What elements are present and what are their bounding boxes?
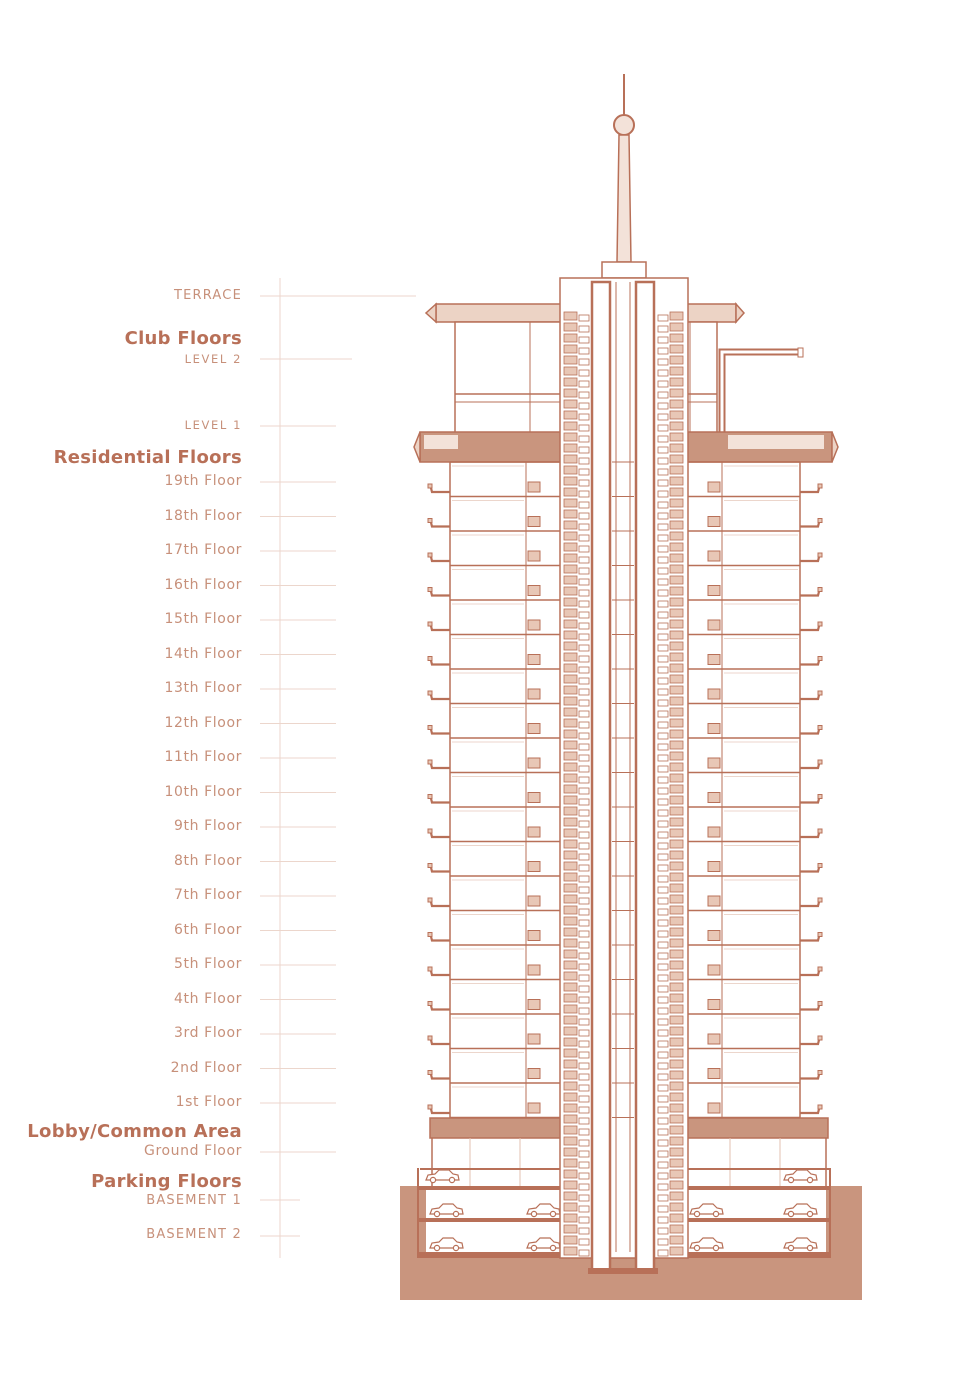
- stair-step: [564, 1115, 577, 1123]
- window-unit: [708, 793, 720, 803]
- window-unit: [708, 551, 720, 561]
- balcony-right: [800, 622, 820, 630]
- stair-step: [564, 609, 577, 617]
- stair-step: [564, 686, 577, 694]
- club-level-1-label: LEVEL 1: [184, 418, 242, 432]
- stair-step: [564, 1137, 577, 1145]
- stair-step: [564, 1148, 577, 1156]
- stair-step: [670, 1214, 683, 1222]
- balcony-right: [800, 484, 820, 492]
- stair-step: [670, 1115, 683, 1123]
- stair-step: [564, 730, 577, 738]
- window-unit: [708, 827, 720, 837]
- stair-step: [564, 499, 577, 507]
- stair-step: [564, 1016, 577, 1024]
- stair-step: [564, 906, 577, 914]
- balcony-left: [430, 691, 450, 699]
- stair-step: [670, 543, 683, 551]
- window-unit: [528, 724, 540, 734]
- stair-step: [670, 873, 683, 881]
- balcony-left: [430, 553, 450, 561]
- stair-step: [564, 1181, 577, 1189]
- stair-step: [670, 675, 683, 683]
- stair-step: [564, 455, 577, 463]
- balcony-left: [430, 657, 450, 665]
- stair-step: [564, 400, 577, 408]
- basement-2-label: BASEMENT 2: [146, 1227, 242, 1242]
- stair-step: [564, 565, 577, 573]
- stair-step: [670, 378, 683, 386]
- stair-step: [564, 345, 577, 353]
- window-unit: [708, 965, 720, 975]
- stair-step: [564, 1170, 577, 1178]
- window-unit: [528, 931, 540, 941]
- stair-step: [670, 664, 683, 672]
- floor-label-17: 17th Floor: [164, 542, 242, 558]
- stair-step: [670, 1104, 683, 1112]
- stair-step: [670, 1027, 683, 1035]
- stair-step: [670, 334, 683, 342]
- stair-step: [670, 1071, 683, 1079]
- stair-step: [670, 510, 683, 518]
- stair-step: [564, 796, 577, 804]
- floor-label-4: 4th Floor: [174, 991, 242, 1007]
- window-unit: [528, 620, 540, 630]
- stair-step: [670, 576, 683, 584]
- stair-step: [564, 1082, 577, 1090]
- basement-1-label: BASEMENT 1: [146, 1193, 242, 1208]
- floor-label-15: 15th Floor: [164, 611, 242, 627]
- window-unit: [708, 896, 720, 906]
- window-unit: [708, 1103, 720, 1113]
- lift-shaft-right: [636, 282, 654, 1272]
- terrace-label: TERRACE: [173, 288, 242, 303]
- balcony-right: [800, 726, 820, 734]
- stair-step: [670, 686, 683, 694]
- balcony-left: [430, 588, 450, 596]
- stair-step: [564, 1005, 577, 1013]
- stair-step: [670, 994, 683, 1002]
- stair-step: [564, 917, 577, 925]
- stair-step: [564, 1236, 577, 1244]
- stair-step: [670, 422, 683, 430]
- stair-step: [564, 422, 577, 430]
- stair-step: [670, 862, 683, 870]
- stair-step: [670, 312, 683, 320]
- balcony-right: [800, 1105, 820, 1113]
- stair-step: [564, 466, 577, 474]
- stair-step: [670, 609, 683, 617]
- window-unit: [708, 1034, 720, 1044]
- stair-step: [564, 950, 577, 958]
- stair-step: [670, 708, 683, 716]
- stair-step: [564, 631, 577, 639]
- stair-step: [564, 741, 577, 749]
- stair-step: [670, 1192, 683, 1200]
- window-unit: [528, 827, 540, 837]
- stair-step: [564, 1192, 577, 1200]
- stair-step: [670, 1225, 683, 1233]
- stair-step: [670, 1082, 683, 1090]
- balcony-right: [800, 864, 820, 872]
- stair-step: [564, 356, 577, 364]
- stair-step: [670, 521, 683, 529]
- stair-step: [670, 455, 683, 463]
- stair-step: [670, 400, 683, 408]
- stair-step: [564, 334, 577, 342]
- floor-label-8: 8th Floor: [174, 853, 242, 869]
- stair-step: [670, 532, 683, 540]
- central-core: [560, 278, 688, 1274]
- floor-label-19: 19th Floor: [164, 473, 242, 489]
- window-unit: [528, 655, 540, 665]
- balcony-left: [430, 1002, 450, 1010]
- leader-lines: [260, 296, 416, 1236]
- stair-step: [564, 323, 577, 331]
- balcony-left: [430, 795, 450, 803]
- stair-step: [564, 1126, 577, 1134]
- stair-step: [564, 664, 577, 672]
- window-unit: [528, 586, 540, 596]
- stair-step: [670, 697, 683, 705]
- balcony-left: [430, 519, 450, 527]
- stair-step: [670, 1170, 683, 1178]
- stair-step: [670, 598, 683, 606]
- stair-step: [670, 587, 683, 595]
- stair-step: [670, 389, 683, 397]
- balcony-right: [800, 829, 820, 837]
- window-unit: [708, 931, 720, 941]
- stair-step: [564, 983, 577, 991]
- window-unit: [708, 482, 720, 492]
- stair-step: [564, 675, 577, 683]
- stair-step: [564, 697, 577, 705]
- stair-step: [564, 532, 577, 540]
- balcony-left: [430, 864, 450, 872]
- stair-step: [670, 1093, 683, 1101]
- stair-step: [670, 884, 683, 892]
- window-unit: [528, 551, 540, 561]
- stair-step: [670, 950, 683, 958]
- window-unit: [708, 586, 720, 596]
- window-unit: [528, 758, 540, 768]
- stair-step: [670, 1148, 683, 1156]
- stair-step: [670, 1016, 683, 1024]
- stair-step: [670, 653, 683, 661]
- stair-step: [564, 653, 577, 661]
- window-unit: [708, 724, 720, 734]
- floor-label-3: 3rd Floor: [174, 1025, 242, 1041]
- stair-step: [564, 367, 577, 375]
- stair-step: [670, 620, 683, 628]
- stair-step: [670, 752, 683, 760]
- window-unit: [708, 1000, 720, 1010]
- stair-step: [670, 1247, 683, 1255]
- window-unit: [528, 482, 540, 492]
- floor-label-1: 1st Floor: [175, 1094, 242, 1110]
- balcony-right: [800, 657, 820, 665]
- balcony-left: [430, 622, 450, 630]
- balcony-left: [430, 829, 450, 837]
- stair-step: [670, 763, 683, 771]
- stair-step: [564, 873, 577, 881]
- stair-step: [670, 1038, 683, 1046]
- floor-label-12: 12th Floor: [164, 715, 242, 731]
- floor-label-6: 6th Floor: [174, 922, 242, 938]
- stair-step: [670, 1159, 683, 1167]
- stair-step: [670, 554, 683, 562]
- floor-label-2: 2nd Floor: [170, 1060, 242, 1076]
- floor-label-5: 5th Floor: [174, 956, 242, 972]
- window-unit: [528, 862, 540, 872]
- stair-step: [670, 1060, 683, 1068]
- balcony-right: [800, 519, 820, 527]
- spire: [602, 74, 646, 278]
- window-unit: [528, 1069, 540, 1079]
- stair-step: [564, 1093, 577, 1101]
- floor-label-7: 7th Floor: [174, 887, 242, 903]
- stair-step: [670, 961, 683, 969]
- stair-step: [670, 1236, 683, 1244]
- stair-step: [564, 433, 577, 441]
- stair-step: [564, 444, 577, 452]
- stair-step: [670, 719, 683, 727]
- stair-step: [670, 1181, 683, 1189]
- stair-step: [564, 851, 577, 859]
- ground-floor-label: Ground Floor: [144, 1143, 242, 1159]
- balcony-right: [800, 898, 820, 906]
- balcony-left: [430, 933, 450, 941]
- window-unit: [528, 1034, 540, 1044]
- stair-step: [564, 1071, 577, 1079]
- stair-step: [564, 928, 577, 936]
- balcony-left: [430, 898, 450, 906]
- balcony-right: [800, 691, 820, 699]
- window-unit: [708, 689, 720, 699]
- balcony-left: [430, 1071, 450, 1079]
- stair-step: [564, 521, 577, 529]
- stair-step: [564, 587, 577, 595]
- stair-step: [670, 917, 683, 925]
- stair-step: [564, 642, 577, 650]
- floor-label-10: 10th Floor: [164, 784, 242, 800]
- window-unit: [708, 862, 720, 872]
- stair-step: [564, 554, 577, 562]
- balcony-right: [800, 1036, 820, 1044]
- stair-step: [670, 642, 683, 650]
- stair-step: [564, 389, 577, 397]
- stair-step: [670, 1203, 683, 1211]
- stair-step: [564, 1214, 577, 1222]
- stair-step: [670, 796, 683, 804]
- stair-step: [564, 939, 577, 947]
- window-unit: [528, 689, 540, 699]
- stair-step: [670, 1126, 683, 1134]
- window-unit: [528, 517, 540, 527]
- stair-step: [564, 1159, 577, 1167]
- stair-step: [564, 774, 577, 782]
- lift-shaft-left: [592, 282, 610, 1272]
- window-unit: [528, 896, 540, 906]
- window-unit: [528, 1000, 540, 1010]
- balcony-left: [430, 1036, 450, 1044]
- balcony-right: [800, 967, 820, 975]
- stair-step: [564, 1104, 577, 1112]
- floor-label-13: 13th Floor: [164, 680, 242, 696]
- window-unit: [708, 655, 720, 665]
- balcony-right: [800, 1002, 820, 1010]
- floor-label-16: 16th Floor: [164, 577, 242, 593]
- stair-step: [564, 763, 577, 771]
- stair-step: [670, 906, 683, 914]
- stair-step: [670, 785, 683, 793]
- stair-step: [564, 488, 577, 496]
- balcony-right: [800, 760, 820, 768]
- stair-step: [670, 356, 683, 364]
- stair-step: [670, 433, 683, 441]
- window-unit: [528, 965, 540, 975]
- stair-step: [564, 312, 577, 320]
- stair-step: [564, 598, 577, 606]
- window-unit: [708, 620, 720, 630]
- stair-step: [564, 576, 577, 584]
- balcony-left: [430, 967, 450, 975]
- balcony-right: [800, 795, 820, 803]
- balcony-left: [430, 760, 450, 768]
- stair-step: [564, 862, 577, 870]
- stair-step: [670, 972, 683, 980]
- stair-step: [670, 840, 683, 848]
- stair-step: [670, 741, 683, 749]
- stair-step: [564, 1225, 577, 1233]
- stair-step: [564, 829, 577, 837]
- stair-step: [670, 730, 683, 738]
- window-unit: [528, 793, 540, 803]
- floor-label-14: 14th Floor: [164, 646, 242, 662]
- stair-step: [670, 1049, 683, 1057]
- stair-step: [670, 928, 683, 936]
- floor-label-11: 11th Floor: [164, 749, 242, 765]
- stair-step: [564, 961, 577, 969]
- stair-step: [670, 983, 683, 991]
- window-unit: [708, 1069, 720, 1079]
- stair-step: [670, 367, 683, 375]
- stair-step: [670, 631, 683, 639]
- stair-step: [564, 378, 577, 386]
- stair-step: [670, 829, 683, 837]
- stair-step: [670, 565, 683, 573]
- stair-step: [564, 994, 577, 1002]
- stair-step: [670, 499, 683, 507]
- stair-step: [670, 939, 683, 947]
- stair-step: [564, 411, 577, 419]
- stair-step: [670, 851, 683, 859]
- floor-label-18: 18th Floor: [164, 508, 242, 524]
- stair-step: [564, 1060, 577, 1068]
- window-unit: [708, 517, 720, 527]
- balcony-right: [800, 1071, 820, 1079]
- stair-step: [670, 488, 683, 496]
- stair-step: [670, 807, 683, 815]
- stair-step: [670, 895, 683, 903]
- club-level-2-label: LEVEL 2: [184, 352, 242, 366]
- club-floors-heading: Club Floors: [124, 328, 242, 349]
- stair-step: [564, 840, 577, 848]
- stair-step: [564, 752, 577, 760]
- stair-step: [564, 477, 577, 485]
- balcony-left: [430, 484, 450, 492]
- stair-step: [564, 1203, 577, 1211]
- lobby-heading: Lobby/Common Area: [27, 1121, 242, 1142]
- window-unit: [708, 758, 720, 768]
- balcony-right: [800, 553, 820, 561]
- stair-step: [564, 807, 577, 815]
- stair-step: [564, 1038, 577, 1046]
- balcony-left: [430, 1105, 450, 1113]
- stair-step: [564, 1247, 577, 1255]
- stair-step: [670, 444, 683, 452]
- stair-step: [564, 972, 577, 980]
- stair-step: [564, 543, 577, 551]
- window-unit: [528, 1103, 540, 1113]
- stair-step: [670, 818, 683, 826]
- balcony-right: [800, 588, 820, 596]
- stair-step: [670, 1137, 683, 1145]
- stair-step: [670, 345, 683, 353]
- stair-step: [564, 620, 577, 628]
- stair-step: [564, 884, 577, 892]
- balcony-left: [430, 726, 450, 734]
- stair-step: [670, 477, 683, 485]
- residential-floors-heading: Residential Floors: [53, 447, 242, 468]
- stair-step: [564, 1027, 577, 1035]
- balcony-right: [800, 933, 820, 941]
- stair-step: [670, 774, 683, 782]
- stair-step: [564, 818, 577, 826]
- stair-step: [670, 466, 683, 474]
- stair-step: [564, 510, 577, 518]
- stair-step: [564, 1049, 577, 1057]
- stair-step: [670, 1005, 683, 1013]
- floor-label-9: 9th Floor: [174, 818, 242, 834]
- stair-step: [670, 323, 683, 331]
- parking-floors-heading: Parking Floors: [91, 1171, 242, 1192]
- stair-step: [564, 719, 577, 727]
- stair-step: [564, 895, 577, 903]
- stair-step: [564, 708, 577, 716]
- stair-step: [564, 785, 577, 793]
- stair-step: [670, 411, 683, 419]
